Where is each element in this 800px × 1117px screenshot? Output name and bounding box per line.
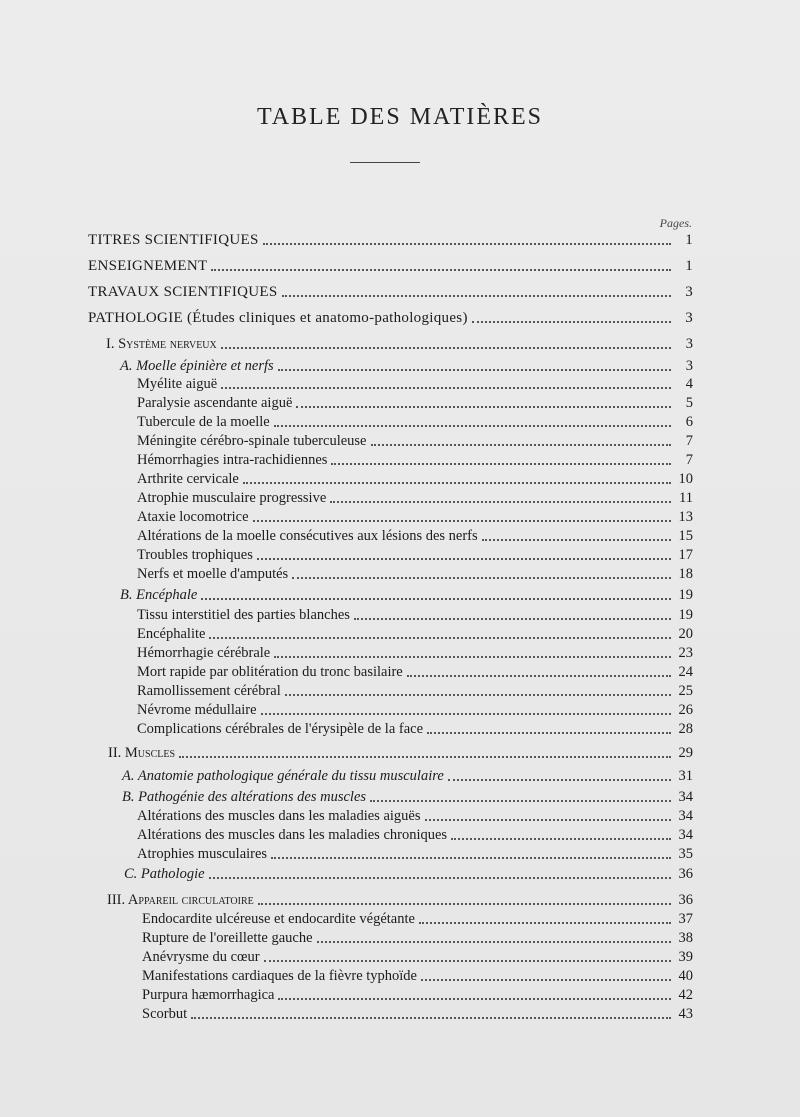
toc-entry-label: ENSEIGNEMENT: [88, 258, 208, 274]
toc-entry: [137, 452, 693, 469]
page-title: TABLE DES MATIÈRES: [256, 104, 544, 130]
toc-entry: [137, 645, 693, 662]
toc-entry-page: 23: [678, 645, 693, 661]
toc-entry-page: 25: [678, 683, 693, 699]
toc-entry: [142, 1006, 693, 1023]
dot-leader: [448, 779, 671, 781]
toc-entry-label: Altérations des muscles dans les maladies chroniques: [137, 827, 448, 843]
toc-entry: [137, 528, 693, 545]
toc-entry: [88, 284, 693, 301]
toc-entry-page: 43: [678, 1006, 693, 1022]
dot-leader: [330, 501, 671, 503]
dot-leader: [209, 877, 671, 879]
toc-entry-label: B. Encéphale: [120, 587, 198, 603]
dot-leader: [370, 800, 671, 802]
toc-entry-page: 1: [685, 232, 693, 248]
toc-entry-page: 39: [678, 949, 693, 965]
dot-leader: [472, 321, 671, 323]
dot-leader: [296, 406, 671, 408]
toc-entry: [142, 968, 693, 985]
toc-entry-label: Complications cérébrales de l'érysipèle de la face: [137, 721, 424, 737]
toc-entry-page: 18: [678, 566, 693, 582]
dot-leader: [258, 903, 671, 905]
toc-entry: [107, 892, 693, 909]
toc-entry-label: Tissu interstitiel des parties blanches: [137, 607, 350, 623]
toc-entry-page: 4: [685, 376, 693, 392]
toc-entry-page: 24: [678, 664, 693, 680]
toc-entry-label: Mort rapide par oblitération du tronc basilaire: [137, 664, 403, 680]
toc-entry-page: 40: [678, 968, 693, 984]
dot-leader: [209, 637, 671, 639]
toc-entry-label: A. Moelle épinière et nerfs: [120, 358, 274, 374]
toc-entry: [137, 566, 693, 583]
toc-entry-page: 17: [678, 547, 693, 563]
toc-entry: [137, 471, 693, 488]
toc-entry-label: Hémorrhagies intra-rachidiennes: [137, 452, 328, 468]
toc-entry-label: C. Pathologie: [124, 866, 205, 882]
toc-entry: [88, 232, 693, 249]
toc-entry: [137, 664, 693, 681]
dot-leader: [285, 694, 671, 696]
toc-entry-label: Altérations des muscles dans les maladies aiguës: [137, 808, 421, 824]
dot-leader: [253, 520, 671, 522]
toc-entry-label: Encéphalite: [137, 626, 206, 642]
toc-entry: [120, 587, 693, 604]
toc-entry-label: Altérations de la moelle consécutives aux lésions des nerfs: [137, 528, 478, 544]
toc-entry: [142, 930, 693, 947]
toc-entry-label: I. Système nerveux: [106, 336, 217, 352]
toc-entry-label: Paralysie ascendante aiguë: [137, 395, 293, 411]
dot-leader: [201, 598, 671, 600]
dot-leader: [191, 1017, 671, 1019]
toc-entry: [137, 721, 693, 738]
toc-entry-page: 6: [685, 414, 693, 430]
toc-entry-page: 29: [678, 745, 693, 761]
dot-leader: [274, 425, 671, 427]
dot-leader: [282, 295, 671, 297]
dot-leader: [419, 922, 671, 924]
toc-entry: [142, 949, 693, 966]
toc-entry-page: 38: [678, 930, 693, 946]
dot-leader: [421, 979, 671, 981]
toc-entry-label: II. Muscles: [108, 745, 176, 761]
dot-leader: [354, 618, 671, 620]
toc-entry-label: III. Appareil circulatoire: [107, 892, 254, 908]
toc-entry-label: Atrophie musculaire progressive: [137, 490, 327, 506]
toc-entry-page: 34: [678, 827, 693, 843]
dot-leader: [264, 960, 671, 962]
toc-entry-page: 3: [685, 336, 693, 352]
toc-entry: [137, 509, 693, 526]
dot-leader: [451, 838, 671, 840]
toc-entry-page: 15: [678, 528, 693, 544]
toc-entry: [137, 395, 693, 412]
toc-entry-label: Scorbut: [142, 1006, 188, 1022]
toc-entry: [142, 911, 693, 928]
toc-entry-label: Myélite aiguë: [137, 376, 218, 392]
toc-entry-label: Rupture de l'oreillette gauche: [142, 930, 313, 946]
toc-entry-label: A. Anatomie pathologique générale du tissu musculaire: [122, 768, 444, 784]
toc-entry: [137, 414, 693, 431]
toc-entry: [88, 258, 693, 275]
toc-entry-page: 31: [678, 768, 693, 784]
dot-leader: [292, 577, 671, 579]
dot-leader: [243, 482, 671, 484]
dot-leader: [278, 998, 671, 1000]
dot-leader: [263, 243, 671, 245]
toc-entry-page: 3: [685, 358, 693, 374]
toc-entry: [122, 789, 693, 806]
toc-entry-label: B. Pathogénie des altérations des muscles: [122, 789, 367, 805]
toc-entry: [106, 336, 693, 353]
toc-entry-label: Manifestations cardiaques de la fièvre typhoïde: [142, 968, 417, 984]
toc-entry: [120, 358, 693, 375]
toc-entry: [88, 310, 693, 327]
toc-entry-label: TRAVAUX SCIENTIFIQUES: [88, 284, 278, 300]
toc-entry-label: Endocardite ulcéreuse et endocardite végétante: [142, 911, 415, 927]
toc-entry: [122, 768, 693, 785]
dot-leader: [271, 857, 671, 859]
dot-leader: [482, 539, 671, 541]
toc-entry-label: PATHOLOGIE (Études cliniques et anatomo-pathologiques): [88, 310, 468, 326]
toc-entry-page: 28: [678, 721, 693, 737]
toc-entry-label: Hémorrhagie cérébrale: [137, 645, 271, 661]
toc-entry-page: 36: [678, 866, 693, 882]
toc-entry-label: Atrophies musculaires: [137, 846, 268, 862]
toc-entry-label: Arthrite cervicale: [137, 471, 239, 487]
toc-entry-page: 1: [685, 258, 693, 274]
dot-leader: [407, 675, 671, 677]
toc-entry: [108, 745, 693, 762]
toc-entry-page: 26: [678, 702, 693, 718]
dot-leader: [331, 463, 671, 465]
toc-entry: [137, 683, 693, 700]
pages-column-label: Pages.: [659, 216, 692, 230]
toc-entry-page: 36: [678, 892, 693, 908]
toc-entry-label: Ataxie locomotrice: [137, 509, 249, 525]
toc-entry-page: 35: [678, 846, 693, 862]
toc-entry: [137, 433, 693, 450]
toc-entry-label: Anévrysme du cœur: [142, 949, 260, 965]
toc-entry-label: TITRES SCIENTIFIQUES: [88, 232, 259, 248]
toc-entry: [137, 626, 693, 643]
toc-entry: [124, 866, 693, 883]
toc-entry-page: 13: [678, 509, 693, 525]
dot-leader: [274, 656, 671, 658]
toc-entry-label: Méningite cérébro-spinale tuberculeuse: [137, 433, 367, 449]
dot-leader: [371, 444, 672, 446]
dot-leader: [425, 819, 672, 821]
toc-entry: [137, 547, 693, 564]
toc-entry-page: 7: [685, 452, 693, 468]
toc-entry: [137, 827, 693, 844]
toc-entry-label: Troubles trophiques: [137, 547, 253, 563]
dot-leader: [427, 732, 671, 734]
toc-entry-page: 11: [679, 490, 693, 506]
toc-entry-label: Nerfs et moelle d'amputés: [137, 566, 289, 582]
toc-entry-page: 42: [678, 987, 693, 1003]
dot-leader: [257, 558, 671, 560]
toc-entry: [142, 987, 693, 1004]
toc-entry: [137, 376, 693, 393]
toc-entry-page: 34: [678, 808, 693, 824]
title-rule: [350, 162, 420, 163]
toc-entry-label: Tubercule de la moelle: [137, 414, 270, 430]
dot-leader: [179, 756, 671, 758]
toc-entry-page: 7: [685, 433, 693, 449]
dot-leader: [317, 941, 671, 943]
toc-entry-label: Névrome médullaire: [137, 702, 257, 718]
toc-entry: [137, 808, 693, 825]
toc-entry-page: 10: [678, 471, 693, 487]
toc-entry-label: Purpura hæmorrhagica: [142, 987, 275, 1003]
dot-leader: [221, 387, 671, 389]
toc-entry-page: 3: [685, 284, 693, 300]
toc-entry-page: 34: [678, 789, 693, 805]
toc-entry: [137, 490, 693, 507]
toc-entry: [137, 607, 693, 624]
toc-entry-page: 3: [685, 310, 693, 326]
dot-leader: [278, 369, 671, 371]
toc-entry-page: 5: [685, 395, 693, 411]
toc-entry-page: 19: [678, 587, 693, 603]
dot-leader: [211, 269, 671, 271]
toc-entry-label: Ramollissement cérébral: [137, 683, 281, 699]
dot-leader: [261, 713, 671, 715]
toc-entry: [137, 702, 693, 719]
toc-entry-page: 20: [678, 626, 693, 642]
dot-leader: [221, 347, 671, 349]
toc-entry-page: 19: [678, 607, 693, 623]
toc-entry: [137, 846, 693, 863]
toc-entry-page: 37: [678, 911, 693, 927]
